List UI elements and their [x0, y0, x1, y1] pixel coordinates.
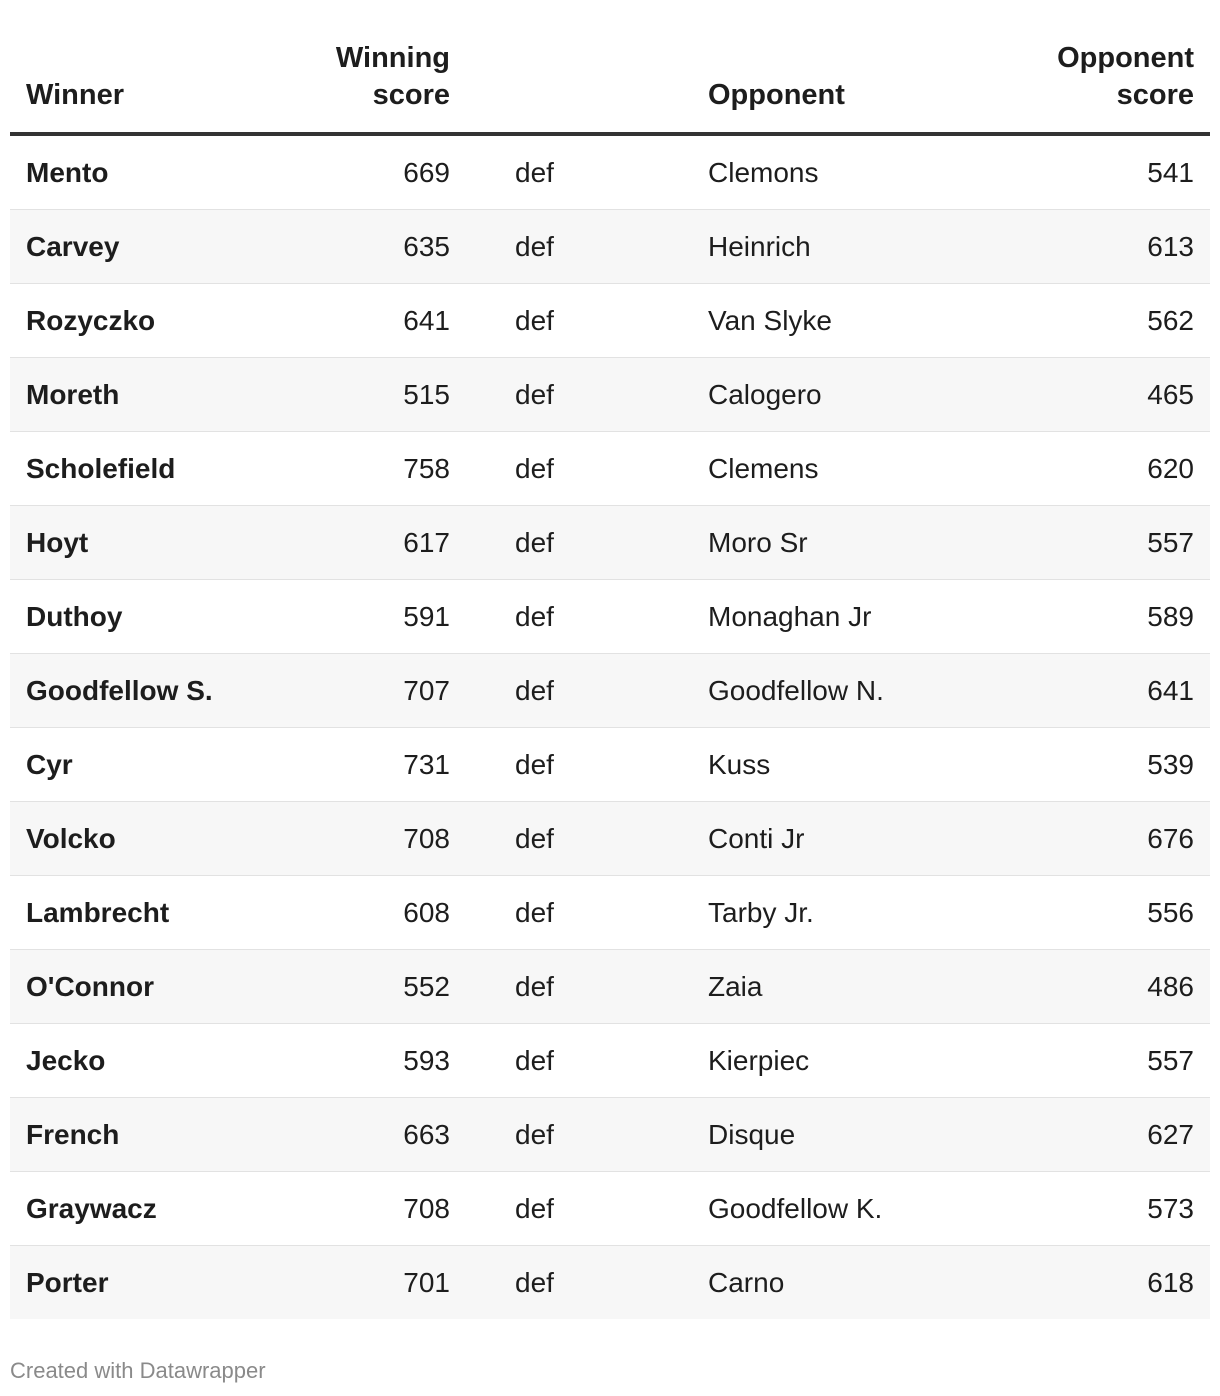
- cell-winning-score: 707: [250, 654, 466, 728]
- cell-opponent-score: 613: [992, 210, 1210, 284]
- header-winning-score[interactable]: [250, 40, 466, 134]
- cell-winner: Hoyt: [10, 506, 250, 580]
- cell-def: def: [466, 876, 692, 950]
- cell-opponent-score: 486: [992, 950, 1210, 1024]
- cell-opponent-score: 557: [992, 1024, 1210, 1098]
- cell-winning-score: 708: [250, 1172, 466, 1246]
- results-table: [10, 40, 1210, 1319]
- cell-def: def: [466, 284, 692, 358]
- table-header: [10, 40, 1210, 134]
- cell-winning-score: 608: [250, 876, 466, 950]
- cell-def: def: [466, 134, 692, 210]
- header-winning-score-line1: Winning: [335, 42, 450, 74]
- cell-opponent: Zaia: [692, 950, 992, 1024]
- cell-opponent-score: 618: [992, 1246, 1210, 1320]
- cell-winning-score: 591: [250, 580, 466, 654]
- cell-winner: Moreth: [10, 358, 250, 432]
- table-row: [10, 1098, 1210, 1172]
- cell-winner: O'Connor: [10, 950, 250, 1024]
- cell-opponent: Clemens: [692, 432, 992, 506]
- header-opponent-score-line1: Opponent: [1057, 42, 1194, 74]
- cell-winning-score: 758: [250, 432, 466, 506]
- cell-def: def: [466, 654, 692, 728]
- cell-opponent-score: 627: [992, 1098, 1210, 1172]
- table-body: [10, 134, 1210, 1319]
- header-winner[interactable]: Winner: [10, 40, 250, 134]
- cell-opponent-score: 641: [992, 654, 1210, 728]
- cell-opponent: Goodfellow N.: [692, 654, 992, 728]
- cell-winning-score: 708: [250, 802, 466, 876]
- cell-winning-score: 635: [250, 210, 466, 284]
- results-table-container: [10, 40, 1210, 1319]
- table-row: [10, 876, 1210, 950]
- cell-winning-score: 552: [250, 950, 466, 1024]
- cell-winning-score: 701: [250, 1246, 466, 1320]
- cell-winner: Lambrecht: [10, 876, 250, 950]
- cell-opponent: Calogero: [692, 358, 992, 432]
- table-row: [10, 1172, 1210, 1246]
- cell-winner: Carvey: [10, 210, 250, 284]
- table-row: [10, 134, 1210, 210]
- cell-opponent-score: 539: [992, 728, 1210, 802]
- cell-opponent-score: 557: [992, 506, 1210, 580]
- cell-winner: Graywacz: [10, 1172, 250, 1246]
- cell-opponent-score: 541: [992, 134, 1210, 210]
- header-opponent[interactable]: Opponent: [692, 40, 992, 134]
- cell-opponent: Monaghan Jr: [692, 580, 992, 654]
- table-row: [10, 432, 1210, 506]
- cell-def: def: [466, 506, 692, 580]
- cell-winner: French: [10, 1098, 250, 1172]
- cell-opponent-score: 676: [992, 802, 1210, 876]
- cell-opponent-score: 562: [992, 284, 1210, 358]
- cell-opponent: Tarby Jr.: [692, 876, 992, 950]
- cell-opponent-score: 573: [992, 1172, 1210, 1246]
- cell-winner: Duthoy: [10, 580, 250, 654]
- cell-winning-score: 617: [250, 506, 466, 580]
- cell-def: def: [466, 950, 692, 1024]
- cell-def: def: [466, 358, 692, 432]
- cell-winning-score: 515: [250, 358, 466, 432]
- cell-opponent: Goodfellow K.: [692, 1172, 992, 1246]
- table-row: [10, 506, 1210, 580]
- table-row: [10, 284, 1210, 358]
- cell-def: def: [466, 1246, 692, 1320]
- cell-opponent: Van Slyke: [692, 284, 992, 358]
- table-row: [10, 802, 1210, 876]
- cell-def: def: [466, 210, 692, 284]
- cell-winner: Goodfellow S.: [10, 654, 250, 728]
- table-row: [10, 728, 1210, 802]
- table-row: [10, 358, 1210, 432]
- header-opponent-score-line2: score: [1116, 79, 1194, 111]
- cell-winning-score: 641: [250, 284, 466, 358]
- table-row: [10, 950, 1210, 1024]
- cell-opponent: Conti Jr: [692, 802, 992, 876]
- table-row: [10, 210, 1210, 284]
- cell-opponent: Moro Sr: [692, 506, 992, 580]
- cell-opponent: Kierpiec: [692, 1024, 992, 1098]
- cell-winner: Cyr: [10, 728, 250, 802]
- cell-opponent: Kuss: [692, 728, 992, 802]
- header-row: [10, 40, 1210, 134]
- cell-winning-score: 663: [250, 1098, 466, 1172]
- header-winning-score-line2: score: [372, 79, 450, 111]
- cell-opponent-score: 620: [992, 432, 1210, 506]
- cell-opponent: Heinrich: [692, 210, 992, 284]
- cell-winner: Mento: [10, 134, 250, 210]
- cell-winner: Jecko: [10, 1024, 250, 1098]
- cell-opponent-score: 465: [992, 358, 1210, 432]
- table-row: [10, 1246, 1210, 1320]
- cell-def: def: [466, 1024, 692, 1098]
- datawrapper-credit[interactable]: Created with Datawrapper: [10, 1358, 266, 1383]
- cell-opponent-score: 556: [992, 876, 1210, 950]
- table-row: [10, 1024, 1210, 1098]
- cell-def: def: [466, 1172, 692, 1246]
- cell-opponent-score: 589: [992, 580, 1210, 654]
- cell-winner: Porter: [10, 1246, 250, 1320]
- cell-opponent: Disque: [692, 1098, 992, 1172]
- cell-def: def: [466, 802, 692, 876]
- cell-winning-score: 669: [250, 134, 466, 210]
- cell-winner: Scholefield: [10, 432, 250, 506]
- cell-winning-score: 593: [250, 1024, 466, 1098]
- cell-def: def: [466, 728, 692, 802]
- cell-winner: Rozyczko: [10, 284, 250, 358]
- cell-opponent: Clemons: [692, 134, 992, 210]
- cell-def: def: [466, 580, 692, 654]
- header-def: [466, 40, 692, 134]
- cell-opponent: Carno: [692, 1246, 992, 1320]
- cell-winning-score: 731: [250, 728, 466, 802]
- table-row: [10, 580, 1210, 654]
- cell-def: def: [466, 432, 692, 506]
- table-row: [10, 654, 1210, 728]
- cell-def: def: [466, 1098, 692, 1172]
- header-opponent-score[interactable]: [992, 40, 1210, 134]
- cell-winner: Volcko: [10, 802, 250, 876]
